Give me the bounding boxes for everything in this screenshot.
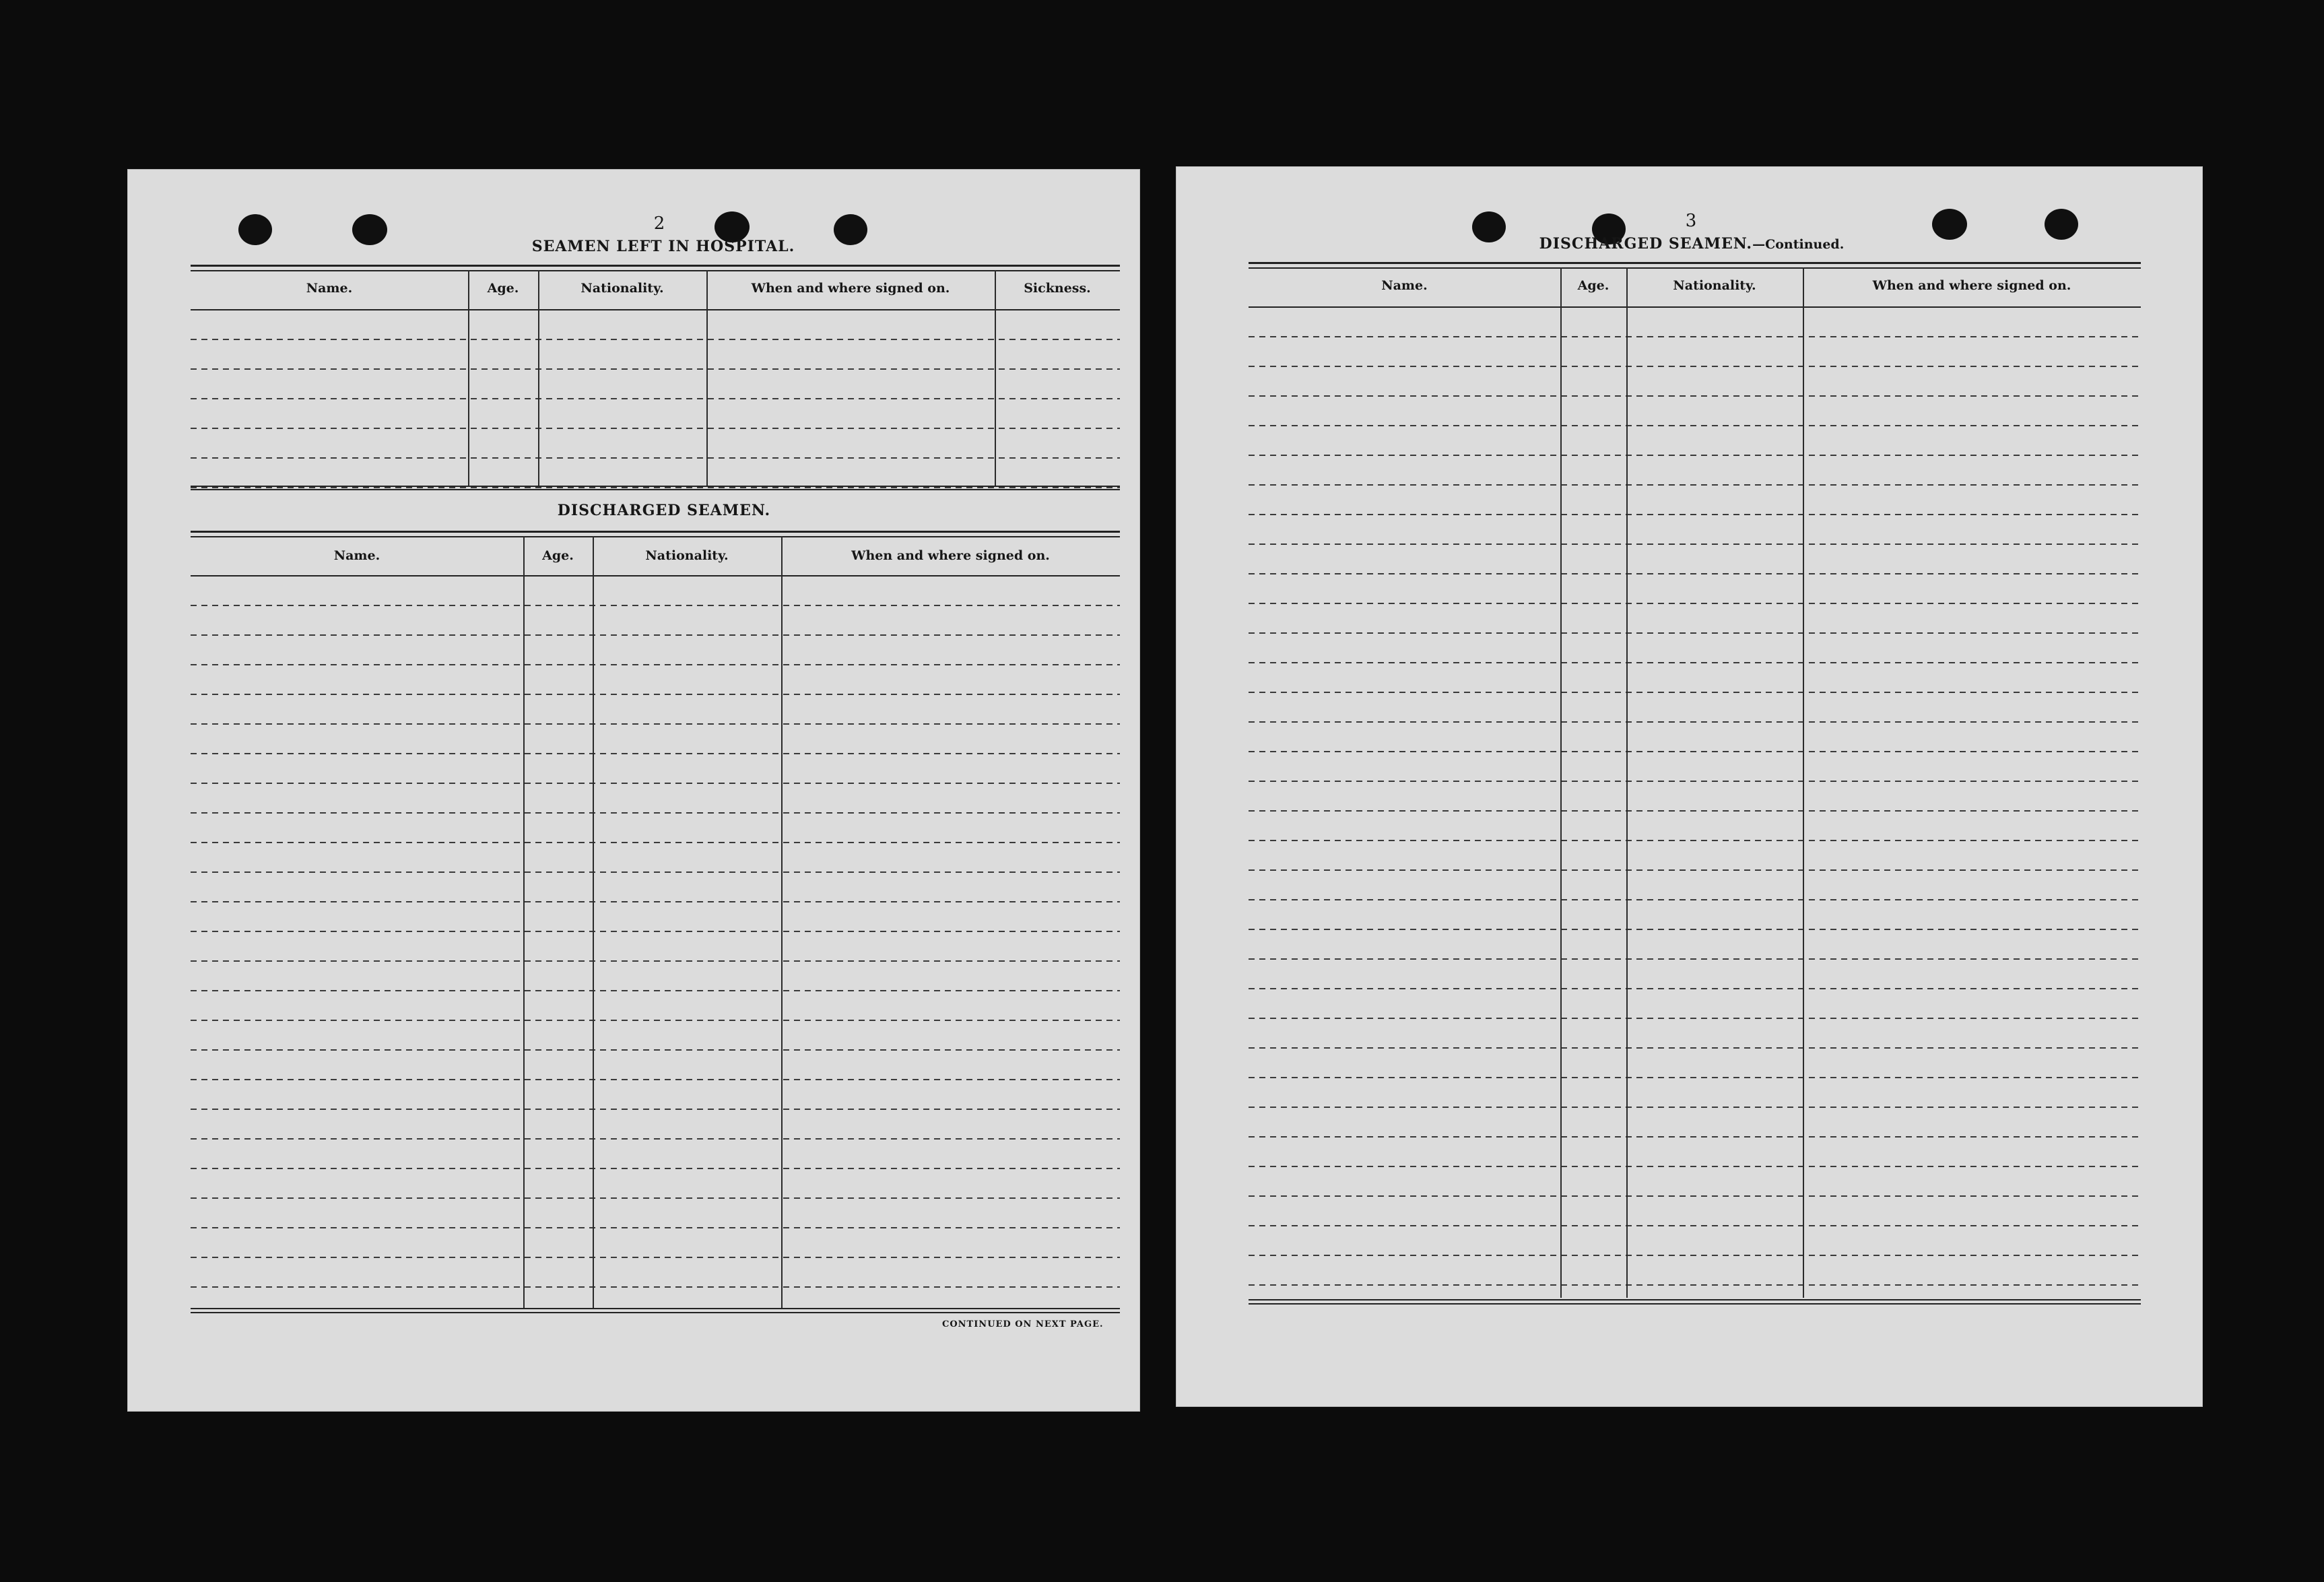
continued-suffix: —Continued. (1752, 237, 1845, 252)
col-header-age: Age. (542, 548, 574, 563)
col-header-sickness: Sickness. (1024, 281, 1091, 296)
col-header-nationality: Nationality. (580, 281, 664, 296)
col-header-age: Age. (487, 281, 519, 296)
col-header-nationality: Nationality. (1673, 278, 1756, 293)
page-number: 3 (1685, 211, 1697, 231)
discharged-continued-table (1249, 262, 2141, 1313)
discharged-table (191, 531, 1120, 1484)
col-header-age: Age. (1577, 278, 1609, 293)
punch-hole (1472, 211, 1506, 242)
hospital-table (191, 265, 1120, 490)
col-header-when-where: When and where signed on. (751, 281, 950, 296)
punch-hole (352, 214, 387, 245)
punch-hole (834, 214, 867, 245)
left-page (127, 169, 1140, 1412)
col-header-nationality: Nationality. (645, 548, 729, 563)
discharged-title-main: DISCHARGED SEAMEN. (1539, 235, 1753, 253)
col-header-when-where: When and where signed on. (851, 548, 1050, 563)
page-number: 2 (653, 213, 665, 234)
col-header-name: Name. (306, 281, 353, 296)
col-header-name: Name. (333, 548, 380, 563)
col-header-when-where: When and where signed on. (1872, 278, 2071, 293)
discharged-section-title: DISCHARGED SEAMEN. (557, 502, 771, 519)
continued-note: CONTINUED ON NEXT PAGE. (942, 1319, 1104, 1329)
right-page (1176, 166, 2203, 1407)
punch-hole (238, 214, 272, 245)
hospital-entry-rows (191, 310, 1120, 488)
hospital-section-title: SEAMEN LEFT IN HOSPITAL. (531, 238, 795, 255)
discharged-entry-rows (191, 576, 1120, 1307)
punch-hole (2045, 209, 2078, 240)
punch-hole (1932, 209, 1967, 240)
discharged-continued-entry-rows (1249, 308, 2141, 1296)
col-header-name: Name. (1381, 278, 1428, 293)
discharged-continued-title (1539, 235, 1845, 253)
